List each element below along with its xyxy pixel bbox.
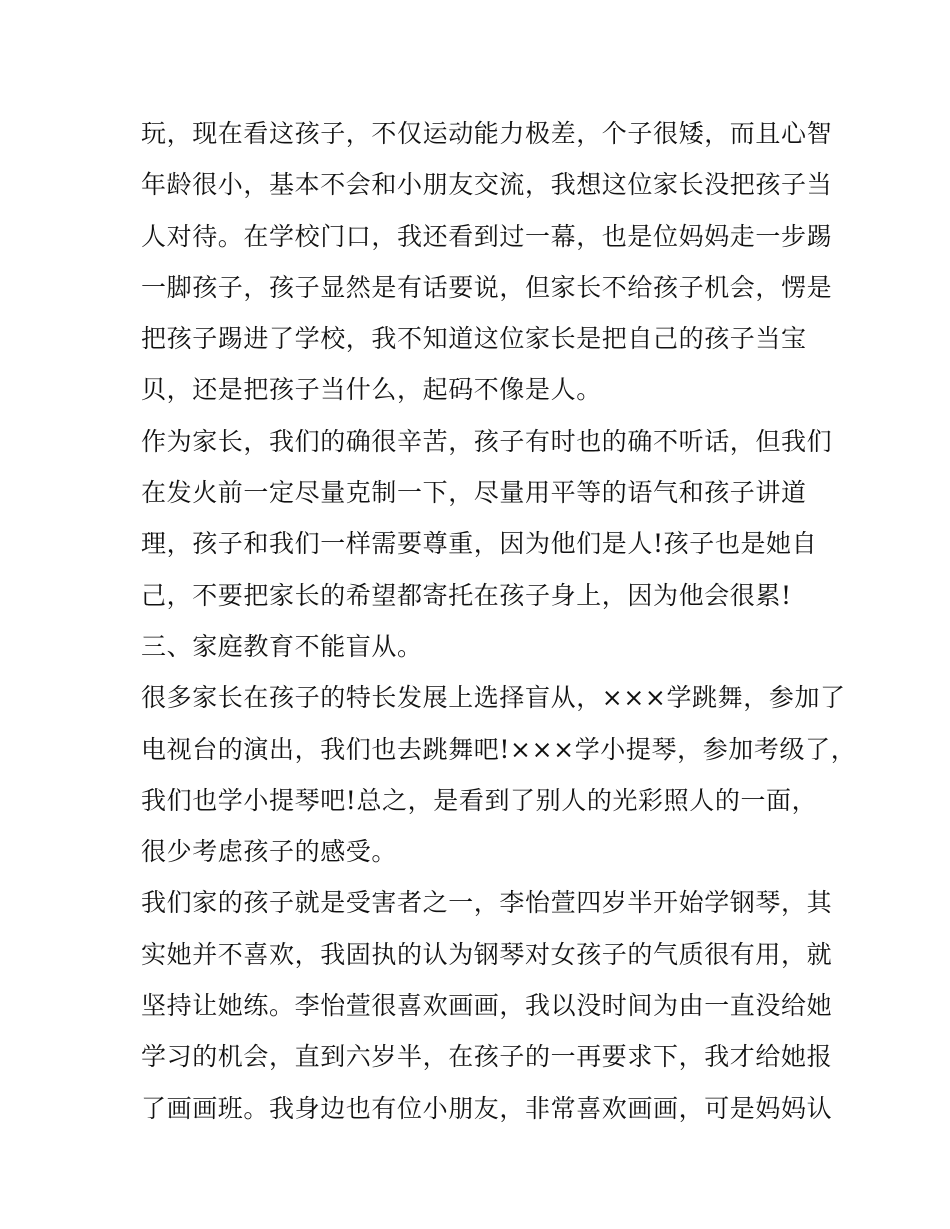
text-line: 作为家长，我们的确很辛苦，孩子有时也的确不听话，但我们 (141, 426, 833, 456)
text-line: 了画画班。我身边也有位小朋友，非常喜欢画画，可是妈妈认 (141, 1093, 833, 1123)
text-line: 学习的机会，直到六岁半，在孩子的一再要求下，我才给她报 (141, 1042, 833, 1072)
text-line: 理，孩子和我们一样需要尊重，因为他们是人!孩子也是她自 (141, 529, 818, 559)
text-line: 玩，现在看这孩子，不仅运动能力极差，个子很矮，而且心智 (141, 119, 833, 148)
body-text (141, 108, 857, 1134)
text-line: 己，不要把家长的希望都寄托在孩子身上，因为他会很累! (141, 580, 792, 610)
text-line: 贝，还是把孩子当什么，起码不像是人。 (141, 375, 602, 405)
text-line: 坚持让她练。李怡萱很喜欢画画，我以没时间为由一直没给她 (141, 991, 833, 1021)
text-line: 很多家长在孩子的特长发展上选择盲从，×××学跳舞，参加了 (141, 683, 846, 713)
text-line: 把孩子踢进了学校，我不知道这位家长是把自己的孩子当宝 (141, 324, 807, 354)
text-line: 在发火前一定尽量克制一下，尽量用平等的语气和孩子讲道 (141, 478, 807, 508)
text-line: 电视台的演出，我们也去跳舞吧!×××学小提琴，参加考级了， (141, 734, 857, 764)
text-line: 实她并不喜欢，我固执的认为钢琴对女孩子的气质很有用，就 (141, 939, 833, 969)
text-line: 人对待。在学校门口，我还看到过一幕，也是位妈妈走一步踢 (141, 221, 833, 251)
text-line: 很少考虑孩子的感受。 (141, 837, 398, 867)
text-line: 我们家的孩子就是受害者之一，李怡萱四岁半开始学钢琴，其 (141, 888, 833, 918)
text-line: 一脚孩子，孩子显然是有话要说，但家长不给孩子机会，愣是 (141, 272, 833, 302)
text-line: 我们也学小提琴吧!总之，是看到了别人的光彩照人的一面， (141, 785, 818, 815)
text-line: 年龄很小，基本不会和小朋友交流，我想这位家长没把孩子当 (141, 170, 833, 200)
section-heading: 三、家庭教育不能盲从。 (141, 631, 423, 661)
